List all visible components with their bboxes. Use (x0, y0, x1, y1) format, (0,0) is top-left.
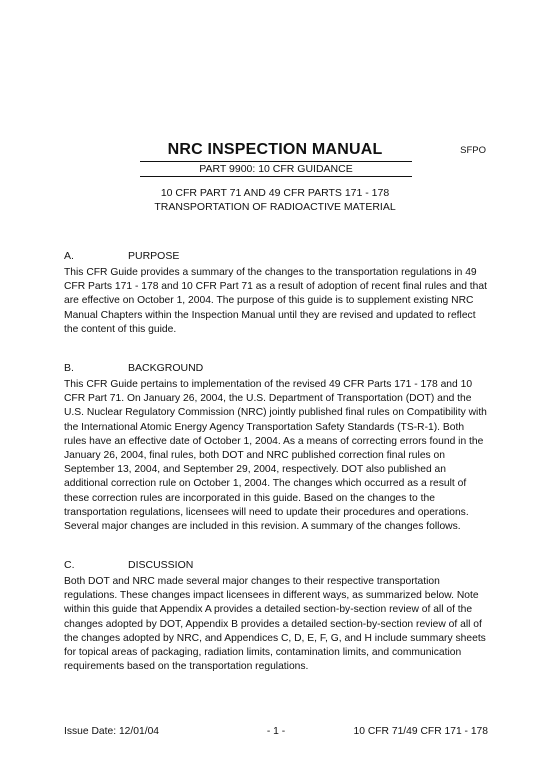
section-title: BACKGROUND (128, 362, 204, 374)
section-body-discussion: Both DOT and NRC made several major changes to their respective transportation regulations. These changes impact licensees in different ways, as summarized below. Note within this guide that Appendix A provides a detailed section-by-section review of all of the changes adopted by DOT, Appendix B provides a detailed section-by-section review of all of the changes adopted by NRC, and Appendices C, D, E, F, G, and H include summary sheets for topical areas of packaging, radiation limits, contamination limits, and communication requirements based on the transportation regulations. (64, 576, 486, 673)
document-title-line-2: TRANSPORTATION OF RADIOACTIVE MATERIAL (154, 201, 396, 213)
part-heading: PART 9900: 10 CFR GUIDANCE (199, 163, 353, 175)
office-code: SFPO (460, 145, 486, 156)
section-heading-background (64, 362, 203, 374)
page-number: - 1 - (266, 726, 286, 737)
document-title (64, 186, 486, 214)
section-title: PURPOSE (128, 250, 180, 262)
section-letter: B. (64, 362, 74, 374)
manual-title: NRC INSPECTION MANUAL (167, 141, 383, 158)
header-rule-bottom (140, 176, 412, 177)
document-title-line-1: 10 CFR PART 71 AND 49 CFR PARTS 171 - 178 (160, 187, 390, 199)
section-letter: C. (64, 559, 75, 571)
section-heading-discussion (64, 559, 193, 571)
section-title: DISCUSSION (128, 559, 194, 571)
section-body-background: This CFR Guide pertains to implementation of the revised 49 CFR Parts 171 - 178 and 10 CFR Part 71. On January 26, 2004, the U.S. Department of Transportation (DOT) and the U.S. Nuclear Regulatory Commission (NRC) jointly published final rules on Compatibility with the International Atomic Energy Agency Transportation Safety Standards (TS-R-1). Both rules have an effective date of October 1, 2004. As a means of correcting errors found in the January 26, 2004, final rules, both DOT and NRC published correction final rules on September 13, 2004, and September 29, 2004, respectively. DOT also published an additional correction rule on October 1, 2004. The changes which occurred as a result of these correction rules are incorporated in this guide. Based on the changes to the transportation regulations, licensees will need to update their procedures and operations. Several major changes are included in this revision. A summary of the changes follows. (64, 379, 487, 533)
section-body-purpose: This CFR Guide provides a summary of the changes to the transportation regulations in 49 CFR Parts 171 - 178 and 10 CFR Part 71 as a result of adoption of recent final rules and that are effective on October 1, 2004. The purpose of this guide is to supplement existing NRC Manual Chapters within the Inspection Manual until they are revised and updated to reflect the content of this guide. (64, 267, 487, 335)
section-letter: A. (64, 250, 74, 262)
issue-date: Issue Date: 12/01/04 (64, 726, 160, 737)
section-heading-purpose (64, 250, 179, 262)
header-rule-top (140, 161, 412, 162)
document-reference: 10 CFR 71/49 CFR 171 - 178 (353, 726, 488, 737)
manual-header (64, 141, 486, 163)
page-footer (64, 726, 488, 740)
